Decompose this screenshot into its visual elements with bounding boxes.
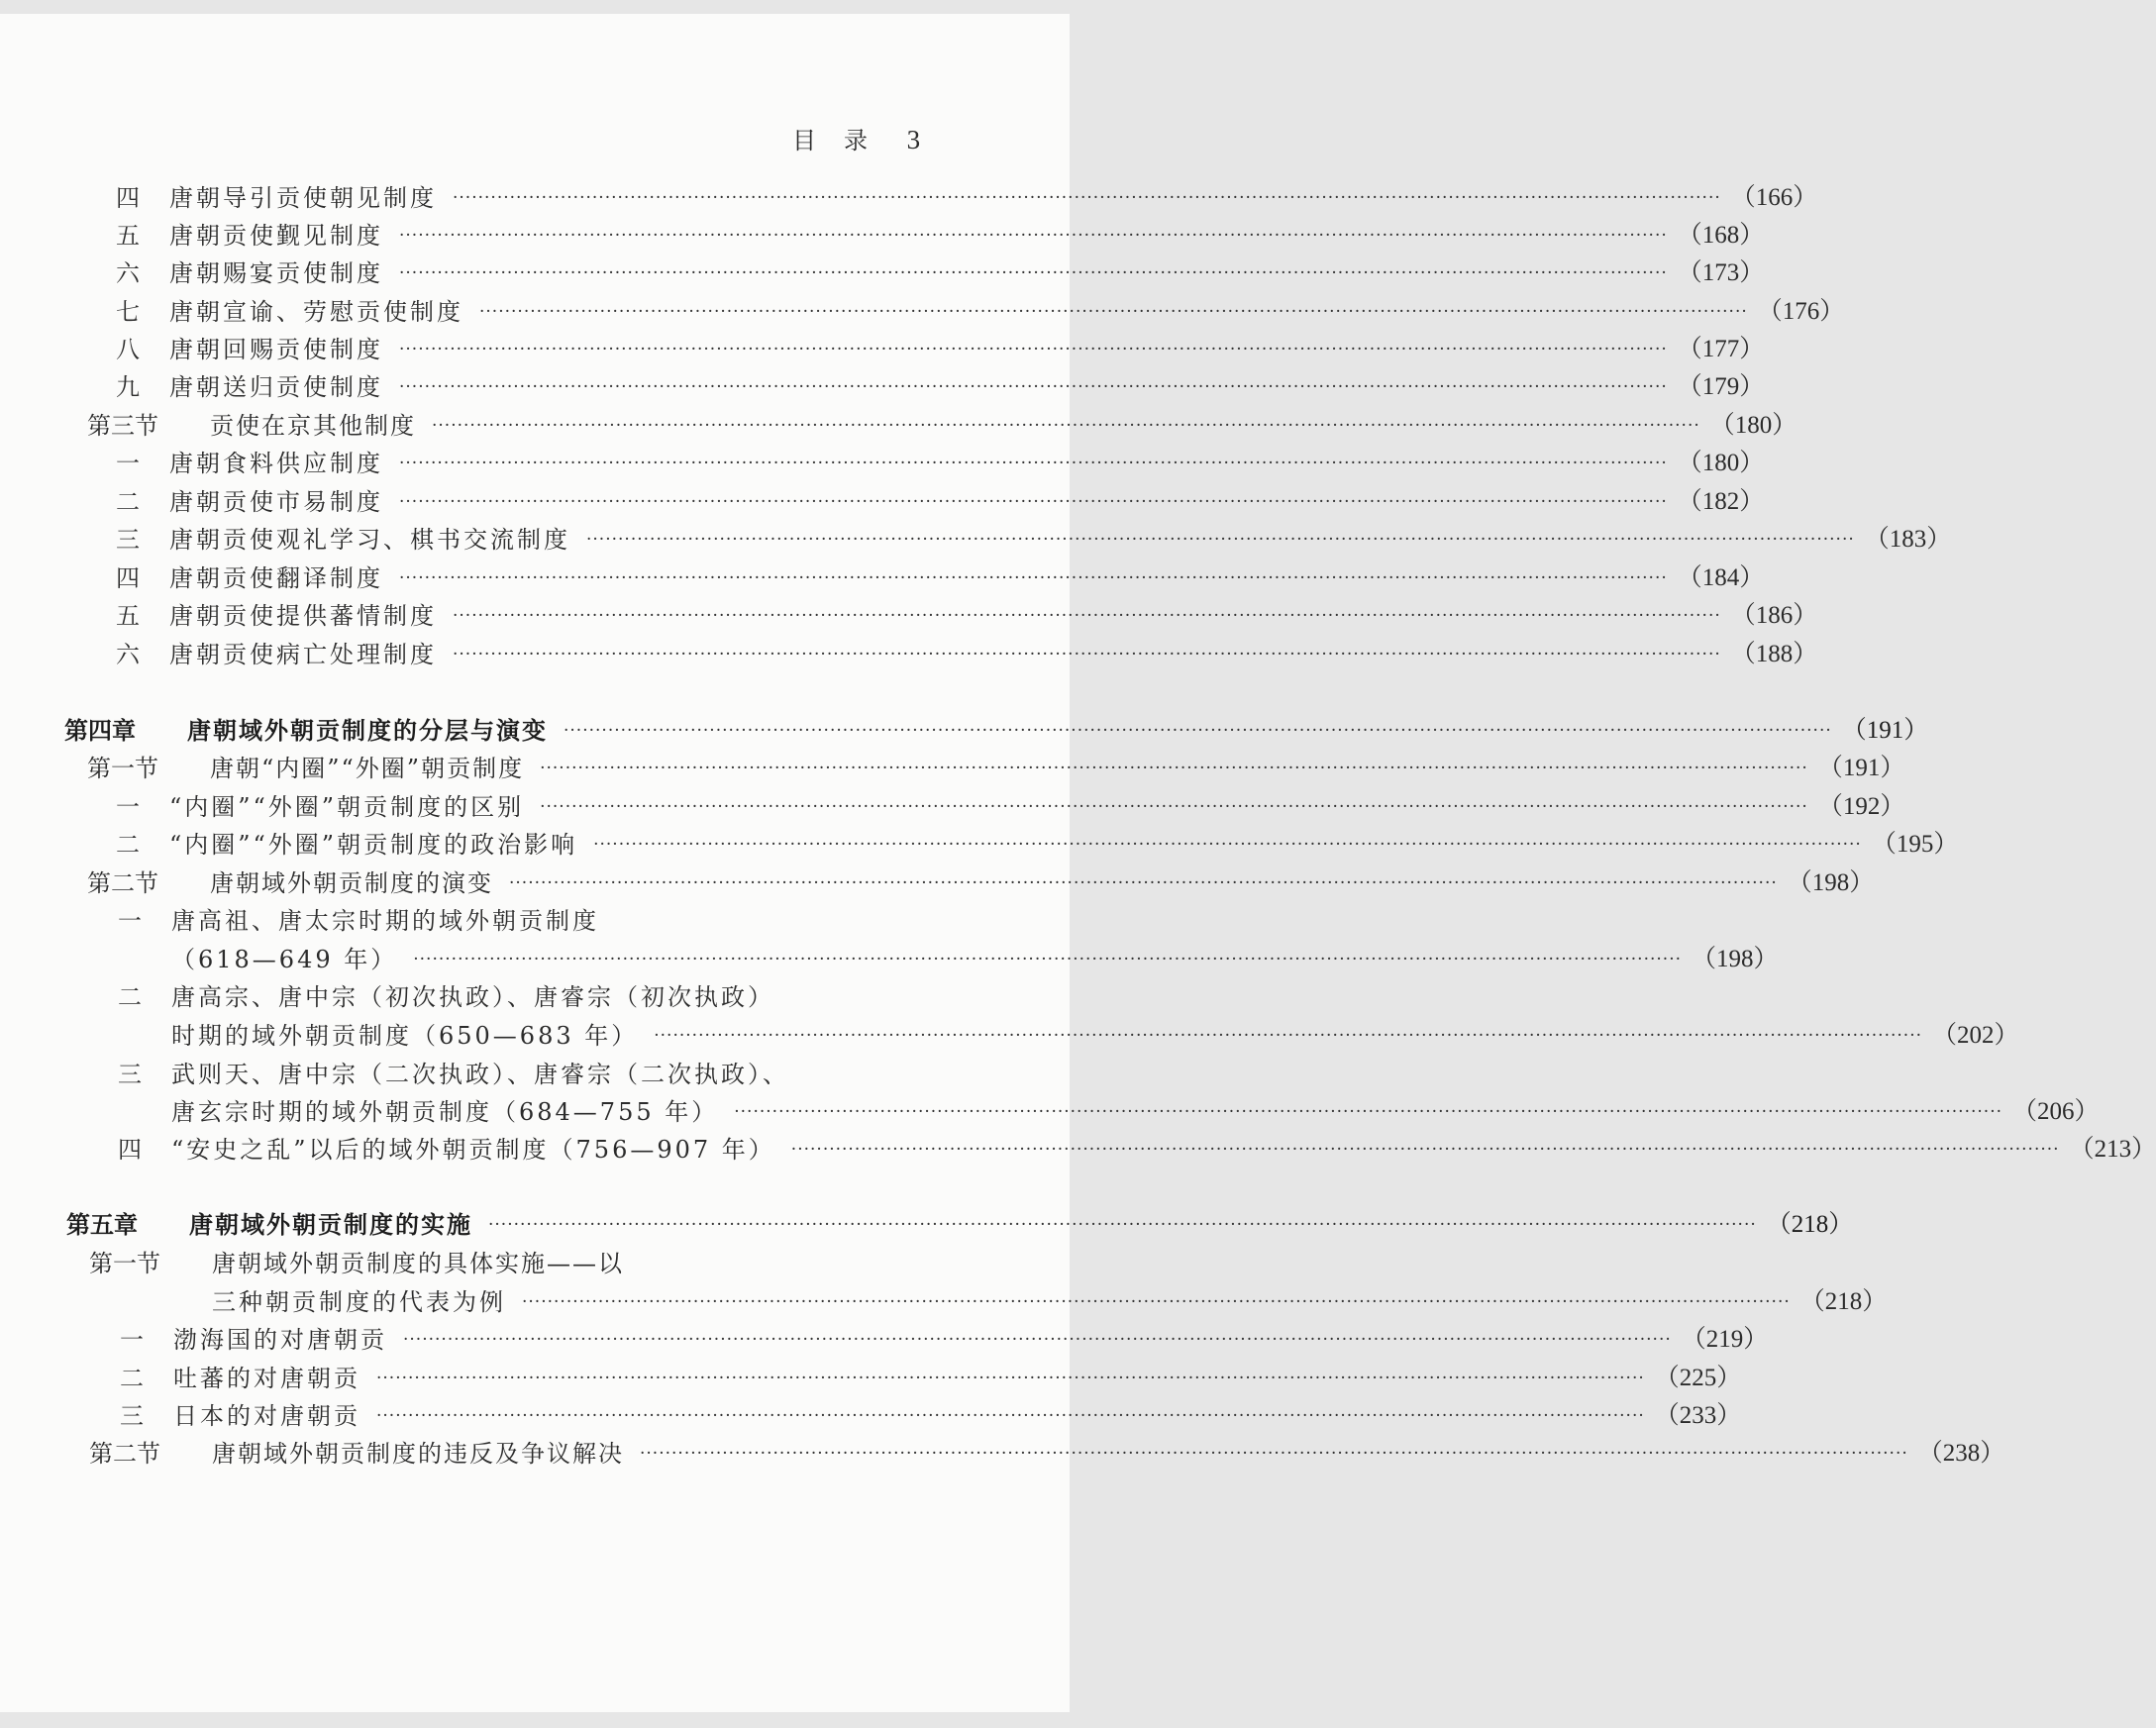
toc-entry-label: 八 [116, 336, 140, 363]
toc-page-number: （173） [1677, 259, 1765, 286]
toc-item-entry [118, 1128, 2156, 1171]
toc-page-number: （180） [1709, 412, 1797, 439]
toc-entry-title: 武则天、唐中宗（二次执政）、唐睿宗（二次执政）、 [171, 1061, 789, 1088]
toc-page-number: （233） [1654, 1402, 1742, 1429]
toc-page-number: （180） [1677, 450, 1765, 476]
dot-leader: ········································································································································································································ [540, 797, 1808, 817]
dot-leader: ········································································································································································································ [593, 835, 1862, 855]
dot-leader: ········································································································································································································ [540, 759, 1808, 778]
toc-entry-label: 第五章 [66, 1210, 138, 1239]
toc-item-entry [116, 518, 1952, 561]
toc-entry-label: 六 [116, 259, 140, 287]
toc-page-number: （219） [1681, 1326, 1769, 1353]
dot-leader: ········································································································································································································ [453, 606, 1721, 626]
toc-item-entry [116, 823, 1959, 866]
toc-entry-title: 唐高宗、唐中宗（初次执政）、唐睿宗（初次执政） [171, 983, 774, 1011]
toc-page-number: （182） [1677, 488, 1765, 515]
dot-leader: ········································································································································································································ [453, 188, 1721, 208]
toc-entry-title: 时期的域外朝贡制度（650—683 年） [171, 1022, 639, 1050]
toc-item-entry [116, 252, 1765, 295]
toc-entry-title: 吐蕃的对唐朝贡 [173, 1365, 360, 1392]
toc-page-number: （176） [1757, 298, 1845, 325]
toc-entry-title: 唐朝贡使觐见制度 [169, 222, 383, 250]
toc-entry-label: 三 [120, 1402, 144, 1430]
toc-section-entry [89, 1242, 624, 1285]
dot-leader: ········································································································································································································ [564, 721, 1832, 741]
toc-entry-label: 二 [118, 983, 142, 1011]
toc-entry-label: 四 [118, 1136, 142, 1164]
toc-entry-title: 唐朝贡使翻译制度 [169, 564, 383, 592]
dot-leader: ········································································································································································································ [453, 645, 1721, 664]
toc-page-number: （177） [1677, 336, 1765, 362]
toc-entry-label: 七 [116, 298, 140, 326]
toc-entry-label: 二 [116, 831, 140, 859]
toc-entry-title: 唐朝域外朝贡制度的分层与演变 [187, 716, 548, 745]
toc-item-entry [118, 975, 774, 1019]
toc-entry-title: 唐朝“内圈”“外圈”朝贡制度 [210, 755, 525, 782]
toc-page-number: （195） [1871, 831, 1959, 858]
dot-leader: ········································································································································································································ [509, 873, 1778, 893]
toc-entry-title: 唐朝食料供应制度 [169, 450, 383, 477]
dot-leader: ········································································································································································································ [734, 1102, 2003, 1122]
toc-entry-title: 唐朝域外朝贡制度的实施 [189, 1210, 472, 1239]
dot-leader: ········································································································································································································ [586, 530, 1855, 550]
toc-entry-label: 二 [116, 488, 140, 516]
toc-entry-title: 唐朝回赐贡使制度 [169, 336, 383, 363]
dot-leader: ········································································································································································································ [399, 454, 1668, 473]
toc-entry-title: 唐朝域外朝贡制度的违反及争议解决 [212, 1440, 624, 1468]
toc-entry-title: 唐高祖、唐太宗时期的域外朝贡制度 [171, 907, 599, 935]
dot-leader: ········································································································································································································ [399, 377, 1668, 397]
toc-entry-label: 第一节 [89, 1250, 160, 1277]
toc-page-number: （192） [1817, 793, 1905, 820]
toc-entry-title: 日本的对唐朝贡 [173, 1402, 360, 1430]
dot-leader: ········································································································································································································ [399, 226, 1668, 246]
toc-page-number: （225） [1654, 1365, 1742, 1391]
toc-item-entry [116, 594, 1818, 638]
dot-leader: ········································································································································································································ [399, 568, 1668, 588]
toc-page-number: （198） [1787, 869, 1875, 896]
toc-entry-title: 唐朝赐宴贡使制度 [169, 259, 383, 287]
toc-section-entry [87, 747, 1905, 790]
toc-entry-label: 第三节 [87, 412, 158, 440]
dot-leader: ········································································································································································································ [399, 263, 1668, 283]
toc-entry-title: 唐朝贡使市易制度 [169, 488, 383, 516]
dot-leader: ········································································································································································································ [376, 1406, 1645, 1426]
dot-leader: ········································································································································································································ [790, 1140, 2060, 1160]
toc-entry-title: 唐朝贡使病亡处理制度 [169, 641, 437, 668]
toc-entry-title: “内圈”“外圈”朝贡制度的政治影响 [169, 831, 578, 859]
toc-entry-label: 五 [116, 602, 140, 630]
toc-page-number: （166） [1730, 184, 1818, 211]
toc-entry-label: 六 [116, 641, 140, 668]
toc-entry-title: “安史之乱”以后的域外朝贡制度（756—907 年） [171, 1136, 775, 1164]
toc-entry-continuation [118, 1014, 2019, 1058]
dot-leader: ········································································································································································································ [399, 340, 1668, 359]
toc-entry-title: 三种朝贡制度的代表为例 [212, 1288, 506, 1316]
toc-entry-label: 第二节 [87, 869, 158, 897]
toc-entry-label: 二 [120, 1365, 144, 1392]
toc-entry-title: 贡使在京其他制度 [210, 412, 416, 440]
toc-entry-title: 唐朝贡使观礼学习、棋书交流制度 [169, 526, 570, 554]
toc-entry-title: （618—649 年） [171, 946, 398, 973]
toc-entry-label: 一 [118, 907, 142, 935]
dot-leader: ········································································································································································································ [522, 1292, 1791, 1312]
book-page [0, 14, 2156, 1712]
toc-entry-title: 唐朝域外朝贡制度的演变 [210, 869, 493, 897]
toc-page-number: （179） [1677, 373, 1765, 400]
toc-entry-label: 四 [116, 564, 140, 592]
table-of-contents [0, 14, 2156, 1712]
toc-entry-title: 唐朝贡使提供蕃情制度 [169, 602, 437, 630]
toc-entry-title: 渤海国的对唐朝贡 [173, 1326, 387, 1354]
toc-entry-title: 唐朝导引贡使朝见制度 [169, 184, 437, 212]
toc-entry-label: 九 [116, 373, 140, 401]
toc-entry-label: 一 [116, 450, 140, 477]
toc-entry-label: 三 [118, 1061, 142, 1088]
toc-page-number: （184） [1677, 564, 1765, 591]
toc-page-number: （191） [1817, 755, 1905, 781]
toc-entry-label: 一 [116, 793, 140, 821]
toc-page-number: （213） [2069, 1136, 2156, 1163]
dot-leader: ········································································································································································································ [432, 416, 1700, 436]
toc-page-number: （198） [1692, 946, 1779, 972]
toc-entry-title: “内圈”“外圈”朝贡制度的区别 [169, 793, 525, 821]
dot-leader: ········································································································································································································ [479, 302, 1748, 322]
toc-item-entry [120, 1318, 1769, 1362]
toc-section-entry [89, 1432, 2005, 1475]
header-page-number: 3 [906, 125, 923, 154]
toc-page-number: （168） [1677, 222, 1765, 249]
dot-leader: ········································································································································································································ [488, 1215, 1757, 1235]
toc-page-number: （206） [2012, 1098, 2100, 1125]
toc-entry-label: 第二节 [89, 1440, 160, 1468]
toc-entry-title: 唐朝域外朝贡制度的具体实施——以 [212, 1250, 624, 1277]
toc-entry-label: 四 [116, 184, 140, 212]
toc-item-entry [116, 365, 1765, 409]
toc-page-number: （202） [1932, 1022, 2019, 1049]
header-title: 目 录 [792, 127, 870, 154]
toc-entry-title: 唐朝宣谕、劳慰贡使制度 [169, 298, 463, 326]
dot-leader: ········································································································································································································ [413, 950, 1683, 969]
toc-entry-title: 唐玄宗时期的域外朝贡制度（684—755 年） [171, 1098, 719, 1126]
dot-leader: ········································································································································································································ [403, 1330, 1672, 1350]
toc-chapter-entry [66, 1203, 1854, 1247]
toc-page-number: （191） [1841, 717, 1929, 744]
toc-item-entry [116, 442, 1765, 485]
toc-entry-label: 三 [116, 526, 140, 554]
toc-page-number: （218） [1766, 1211, 1854, 1238]
toc-entry-label: 第四章 [64, 716, 136, 745]
dot-leader: ········································································································································································································ [640, 1444, 1908, 1464]
toc-entry-label: 五 [116, 222, 140, 250]
toc-page-number: （218） [1799, 1288, 1888, 1315]
toc-page-number: （186） [1730, 602, 1818, 629]
toc-page-number: （188） [1730, 641, 1818, 667]
dot-leader: ········································································································································································································ [654, 1026, 1923, 1046]
dot-leader: ········································································································································································································ [376, 1369, 1645, 1388]
toc-entry-title: 唐朝送归贡使制度 [169, 373, 383, 401]
toc-item-entry [116, 633, 1818, 676]
toc-item-entry [118, 899, 599, 943]
toc-entry-label: 第一节 [87, 755, 158, 782]
toc-entry-label: 一 [120, 1326, 144, 1354]
dot-leader: ········································································································································································································ [399, 492, 1668, 512]
toc-page-number: （183） [1864, 526, 1952, 553]
toc-page-number: （238） [1917, 1440, 2005, 1467]
